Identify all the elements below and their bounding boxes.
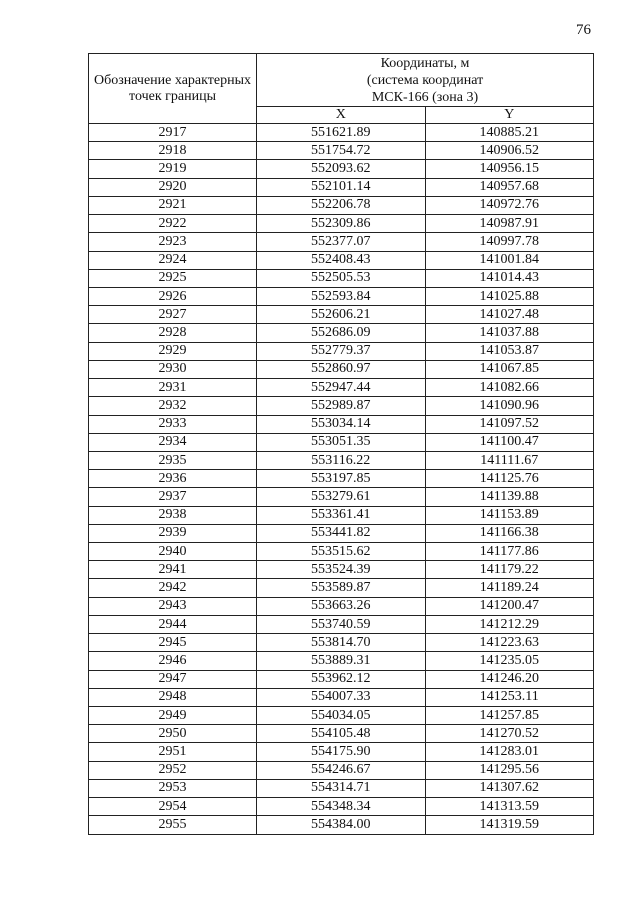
x-coordinate-cell: 553279.61 [257, 488, 426, 506]
x-coordinate-cell: 551621.89 [257, 124, 426, 142]
table-row [89, 397, 594, 415]
y-coordinate-cell: 141053.87 [425, 342, 594, 360]
y-axis-header: Y [425, 107, 594, 124]
x-coordinate-cell: 553962.12 [257, 670, 426, 688]
table-row [89, 579, 594, 597]
x-coordinate-cell: 553441.82 [257, 524, 426, 542]
x-coordinate-cell: 554314.71 [257, 779, 426, 797]
point-cell: 2919 [89, 160, 257, 178]
x-coordinate-cell: 554007.33 [257, 688, 426, 706]
header-row [89, 54, 594, 107]
y-coordinate-cell: 141111.67 [425, 451, 594, 469]
table-row [89, 251, 594, 269]
y-coordinate-cell: 141257.85 [425, 707, 594, 725]
table-row [89, 215, 594, 233]
x-coordinate-cell: 554348.34 [257, 798, 426, 816]
x-coordinate-cell: 552989.87 [257, 397, 426, 415]
table-header [89, 54, 594, 124]
table-row [89, 287, 594, 305]
y-coordinate-cell: 141295.56 [425, 761, 594, 779]
y-coordinate-cell: 141037.88 [425, 324, 594, 342]
coordinates-system-line: (система координат [366, 72, 484, 88]
x-coordinate-cell: 552860.97 [257, 360, 426, 378]
table-row [89, 379, 594, 397]
table-row [89, 707, 594, 725]
x-coordinate-cell: 553197.85 [257, 470, 426, 488]
x-coordinate-cell: 552093.62 [257, 160, 426, 178]
x-coordinate-cell: 552101.14 [257, 178, 426, 196]
x-coordinate-cell: 552593.84 [257, 287, 426, 305]
y-coordinate-cell: 141125.76 [425, 470, 594, 488]
point-cell: 2936 [89, 470, 257, 488]
y-coordinate-cell: 141246.20 [425, 670, 594, 688]
point-cell: 2941 [89, 561, 257, 579]
table-row [89, 652, 594, 670]
y-coordinate-cell: 141001.84 [425, 251, 594, 269]
y-coordinate-cell: 141177.86 [425, 543, 594, 561]
x-coordinate-cell: 553361.41 [257, 506, 426, 524]
table-row [89, 798, 594, 816]
x-coordinate-cell: 553515.62 [257, 543, 426, 561]
point-cell: 2952 [89, 761, 257, 779]
x-coordinate-cell: 554384.00 [257, 816, 426, 834]
y-coordinate-cell: 141027.48 [425, 306, 594, 324]
y-coordinate-cell: 141189.24 [425, 579, 594, 597]
coordinates-title-line: Координаты, м [380, 55, 470, 71]
point-cell: 2931 [89, 379, 257, 397]
y-coordinate-cell: 141253.11 [425, 688, 594, 706]
table-row [89, 761, 594, 779]
point-cell: 2929 [89, 342, 257, 360]
table-row [89, 233, 594, 251]
coordinates-header [257, 54, 594, 107]
table-row [89, 816, 594, 834]
table-row [89, 470, 594, 488]
y-coordinate-cell: 141014.43 [425, 269, 594, 287]
point-cell: 2927 [89, 306, 257, 324]
table-row [89, 506, 594, 524]
point-cell: 2942 [89, 579, 257, 597]
x-coordinate-cell: 553663.26 [257, 597, 426, 615]
coordinates-table [88, 53, 594, 835]
y-coordinate-cell: 141283.01 [425, 743, 594, 761]
point-cell: 2934 [89, 433, 257, 451]
y-coordinate-cell: 140885.21 [425, 124, 594, 142]
x-coordinate-cell: 552505.53 [257, 269, 426, 287]
y-coordinate-cell: 141200.47 [425, 597, 594, 615]
table-row [89, 360, 594, 378]
y-coordinate-cell: 141090.96 [425, 397, 594, 415]
table-row [89, 160, 594, 178]
y-coordinate-cell: 141319.59 [425, 816, 594, 834]
point-cell: 2923 [89, 233, 257, 251]
y-coordinate-cell: 141166.38 [425, 524, 594, 542]
y-coordinate-cell: 141097.52 [425, 415, 594, 433]
point-cell: 2954 [89, 798, 257, 816]
x-coordinate-cell: 552779.37 [257, 342, 426, 360]
table-row [89, 324, 594, 342]
point-cell: 2924 [89, 251, 257, 269]
point-cell: 2928 [89, 324, 257, 342]
table-row [89, 725, 594, 743]
point-cell: 2926 [89, 287, 257, 305]
point-cell: 2943 [89, 597, 257, 615]
table-row [89, 178, 594, 196]
x-axis-header: X [257, 107, 426, 124]
y-coordinate-cell: 141025.88 [425, 287, 594, 305]
point-cell: 2945 [89, 634, 257, 652]
point-cell: 2933 [89, 415, 257, 433]
point-cell: 2950 [89, 725, 257, 743]
point-cell: 2921 [89, 196, 257, 214]
point-cell: 2951 [89, 743, 257, 761]
point-cell: 2946 [89, 652, 257, 670]
table-row [89, 670, 594, 688]
page-number: 76 [576, 22, 591, 38]
y-coordinate-cell: 141139.88 [425, 488, 594, 506]
table-body [89, 124, 594, 835]
table-row [89, 269, 594, 287]
x-coordinate-cell: 553740.59 [257, 615, 426, 633]
y-coordinate-cell: 141270.52 [425, 725, 594, 743]
point-cell: 2939 [89, 524, 257, 542]
point-cell: 2932 [89, 397, 257, 415]
x-coordinate-cell: 552309.86 [257, 215, 426, 233]
table-row [89, 451, 594, 469]
point-cell: 2955 [89, 816, 257, 834]
point-cell: 2930 [89, 360, 257, 378]
point-cell: 2937 [89, 488, 257, 506]
x-coordinate-cell: 552686.09 [257, 324, 426, 342]
x-coordinate-cell: 553051.35 [257, 433, 426, 451]
y-coordinate-cell: 141067.85 [425, 360, 594, 378]
x-coordinate-cell: 552606.21 [257, 306, 426, 324]
x-coordinate-cell: 553034.14 [257, 415, 426, 433]
table-row [89, 488, 594, 506]
x-coordinate-cell: 553116.22 [257, 451, 426, 469]
y-coordinate-cell: 141235.05 [425, 652, 594, 670]
table-row [89, 415, 594, 433]
x-coordinate-cell: 554105.48 [257, 725, 426, 743]
x-coordinate-cell: 553814.70 [257, 634, 426, 652]
table-row [89, 433, 594, 451]
x-coordinate-cell: 552408.43 [257, 251, 426, 269]
table-row [89, 543, 594, 561]
table-row [89, 615, 594, 633]
point-cell: 2938 [89, 506, 257, 524]
y-coordinate-cell: 140997.78 [425, 233, 594, 251]
point-cell: 2948 [89, 688, 257, 706]
table-row [89, 306, 594, 324]
point-cell: 2920 [89, 178, 257, 196]
point-cell: 2922 [89, 215, 257, 233]
x-coordinate-cell: 552377.07 [257, 233, 426, 251]
y-coordinate-cell: 141313.59 [425, 798, 594, 816]
x-coordinate-cell: 553589.87 [257, 579, 426, 597]
x-coordinate-cell: 553889.31 [257, 652, 426, 670]
y-coordinate-cell: 140906.52 [425, 142, 594, 160]
y-coordinate-cell: 141307.62 [425, 779, 594, 797]
y-coordinate-cell: 141223.63 [425, 634, 594, 652]
y-coordinate-cell: 140956.15 [425, 160, 594, 178]
point-cell: 2947 [89, 670, 257, 688]
coordinates-zone-line: МСК-166 (зона 3) [371, 89, 479, 105]
y-coordinate-cell: 141153.89 [425, 506, 594, 524]
point-cell: 2917 [89, 124, 257, 142]
point-cell: 2944 [89, 615, 257, 633]
point-cell: 2953 [89, 779, 257, 797]
table-row [89, 779, 594, 797]
x-coordinate-cell: 552206.78 [257, 196, 426, 214]
y-coordinate-cell: 141082.66 [425, 379, 594, 397]
table-row [89, 561, 594, 579]
y-coordinate-cell: 141179.22 [425, 561, 594, 579]
table-row [89, 196, 594, 214]
point-cell: 2925 [89, 269, 257, 287]
table-row [89, 342, 594, 360]
point-cell: 2940 [89, 543, 257, 561]
y-coordinate-cell: 140957.68 [425, 178, 594, 196]
table-row [89, 688, 594, 706]
y-coordinate-cell: 141100.47 [425, 433, 594, 451]
x-coordinate-cell: 554246.67 [257, 761, 426, 779]
x-coordinate-cell: 552947.44 [257, 379, 426, 397]
y-coordinate-cell: 140972.76 [425, 196, 594, 214]
table-row [89, 124, 594, 142]
x-coordinate-cell: 554034.05 [257, 707, 426, 725]
x-coordinate-cell: 551754.72 [257, 142, 426, 160]
point-label-header: Обозначение характерных точек границы [89, 54, 257, 124]
table-row [89, 634, 594, 652]
table-row [89, 524, 594, 542]
x-coordinate-cell: 554175.90 [257, 743, 426, 761]
table-row [89, 597, 594, 615]
table-row [89, 743, 594, 761]
point-cell: 2918 [89, 142, 257, 160]
y-coordinate-cell: 140987.91 [425, 215, 594, 233]
point-cell: 2949 [89, 707, 257, 725]
y-coordinate-cell: 141212.29 [425, 615, 594, 633]
table-row [89, 142, 594, 160]
point-cell: 2935 [89, 451, 257, 469]
x-coordinate-cell: 553524.39 [257, 561, 426, 579]
